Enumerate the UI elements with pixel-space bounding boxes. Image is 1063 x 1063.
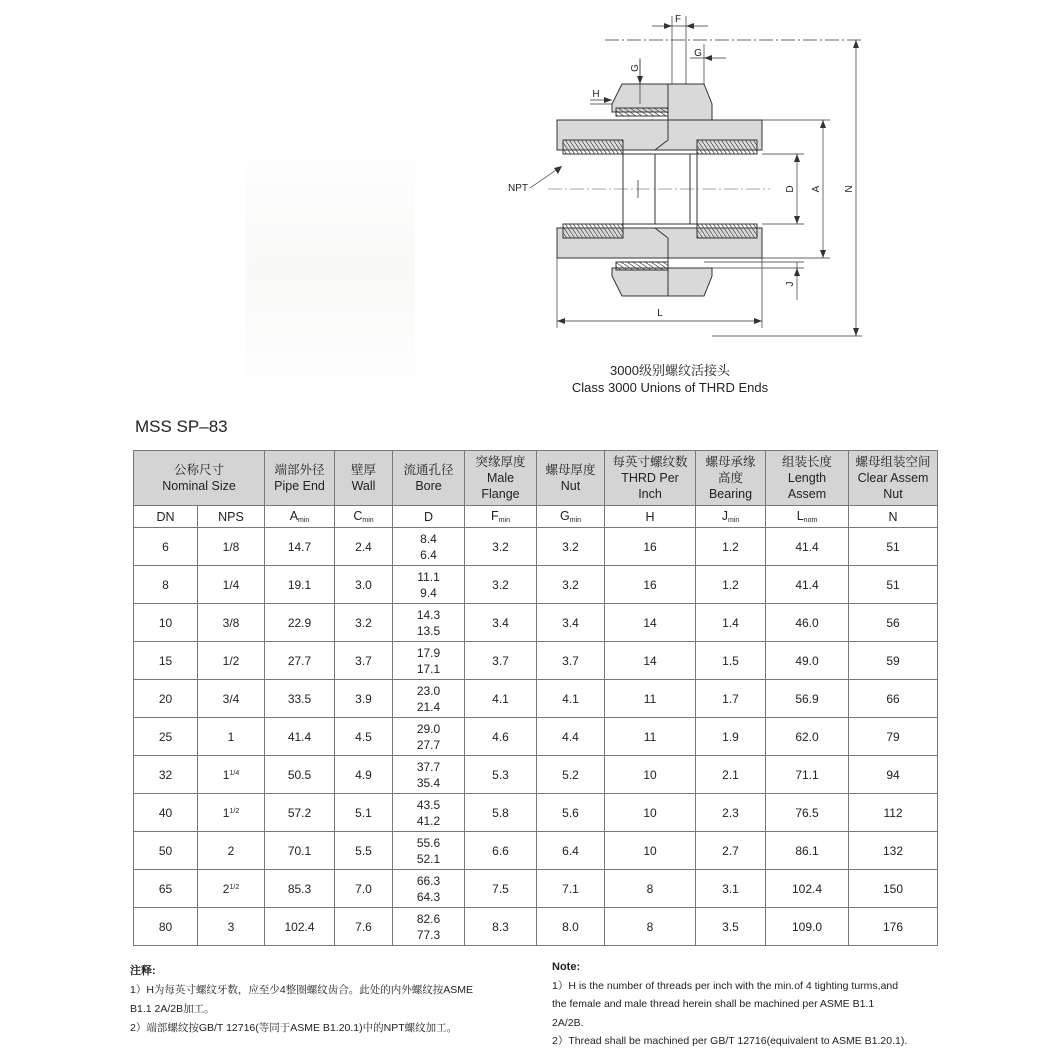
cell-f: 3.7 <box>465 642 537 680</box>
cell-j: 1.7 <box>696 680 766 718</box>
cell-a: 57.2 <box>265 794 335 832</box>
cell-j: 3.5 <box>696 908 766 946</box>
thread-left-top <box>563 140 623 154</box>
notes-english <box>552 958 947 1051</box>
cell-l: 76.5 <box>766 794 849 832</box>
caption-cn: 3000级别螺纹活接头 <box>610 363 730 378</box>
header-wall: 壁厚 Wall <box>335 451 393 506</box>
cell-f: 7.5 <box>465 870 537 908</box>
cell-f: 6.6 <box>465 832 537 870</box>
header-l-nom: $L_{nom}$ <box>766 506 849 528</box>
table-row <box>134 604 938 642</box>
cell-g: 8.0 <box>537 908 605 946</box>
cell-n: 150 <box>849 870 938 908</box>
cell-nps: 1/2 <box>198 642 265 680</box>
table-row <box>134 528 938 566</box>
cell-d: 43.5 41.2 <box>393 794 465 832</box>
cell-f: 5.8 <box>465 794 537 832</box>
cell-c: 3.7 <box>335 642 393 680</box>
cell-d: 23.0 21.4 <box>393 680 465 718</box>
cell-h: 8 <box>605 908 696 946</box>
table-row <box>134 794 938 832</box>
cell-l: 49.0 <box>766 642 849 680</box>
cell-d: 14.3 13.5 <box>393 604 465 642</box>
cell-n: 112 <box>849 794 938 832</box>
notes-en-line4: 2）Thread shall be machined per GB/T 12716(equivalent to ASME B1.20.1). <box>552 1035 908 1047</box>
cell-h: 16 <box>605 566 696 604</box>
cell-f: 3.2 <box>465 566 537 604</box>
label-n: N <box>844 185 855 193</box>
table-row <box>134 832 938 870</box>
cell-nps: $1^{1/2}$ <box>198 794 265 832</box>
cell-d: 11.1 9.4 <box>393 566 465 604</box>
notes-en-line3: 2A/2B. <box>552 1016 584 1029</box>
cell-h: 11 <box>605 680 696 718</box>
cell-d: 17.9 17.1 <box>393 642 465 680</box>
cell-dn: 50 <box>134 832 198 870</box>
cell-j: 2.7 <box>696 832 766 870</box>
header-male-flange: 突缘厚度 Male Flange <box>465 451 537 506</box>
header-length-assem: 组装长度 Length Assem <box>766 451 849 506</box>
notes-cn-title: 注释: <box>130 965 156 977</box>
cell-h: 14 <box>605 642 696 680</box>
label-g-left: G <box>630 64 641 72</box>
cell-n: 59 <box>849 642 938 680</box>
cell-h: 10 <box>605 756 696 794</box>
cell-nps: 3/8 <box>198 604 265 642</box>
cell-c: 7.0 <box>335 870 393 908</box>
cell-nps: 1/8 <box>198 528 265 566</box>
cell-f: 4.1 <box>465 680 537 718</box>
cell-j: 1.2 <box>696 528 766 566</box>
cell-l: 62.0 <box>766 718 849 756</box>
cell-g: 3.2 <box>537 528 605 566</box>
cell-l: 102.4 <box>766 870 849 908</box>
header-thrd-per-inch: 每英寸螺纹数 THRD Per Inch <box>605 451 696 506</box>
cell-nps: 2 <box>198 832 265 870</box>
table-row <box>134 756 938 794</box>
cell-l: 56.9 <box>766 680 849 718</box>
cell-d: 8.4 6.4 <box>393 528 465 566</box>
thread-right-bottom <box>697 224 757 238</box>
cell-dn: 80 <box>134 908 198 946</box>
table-row <box>134 642 938 680</box>
cell-g: 4.4 <box>537 718 605 756</box>
cell-dn: 6 <box>134 528 198 566</box>
cell-c: 3.9 <box>335 680 393 718</box>
cell-dn: 40 <box>134 794 198 832</box>
cell-nps: $1^{1/4}$ <box>198 756 265 794</box>
label-h: H <box>592 89 600 100</box>
cell-f: 5.3 <box>465 756 537 794</box>
header-d: D <box>393 506 465 528</box>
cell-l: 41.4 <box>766 528 849 566</box>
cell-n: 94 <box>849 756 938 794</box>
notes-cn-line1: 1）H为每英寸螺纹牙数，应至少4整圈螺纹齿合。此处的内外螺纹按ASME <box>130 984 474 996</box>
cell-f: 3.2 <box>465 528 537 566</box>
table-row <box>134 908 938 946</box>
cell-a: 70.1 <box>265 832 335 870</box>
cell-n: 56 <box>849 604 938 642</box>
standard-title: MSS SP–83 <box>135 417 228 436</box>
cell-c: 3.0 <box>335 566 393 604</box>
cell-g: 6.4 <box>537 832 605 870</box>
thread-right-top <box>697 140 757 154</box>
label-j: J <box>785 281 796 287</box>
cell-c: 5.1 <box>335 794 393 832</box>
cell-a: 19.1 <box>265 566 335 604</box>
header-clear-assem-nut: 螺母组装空间 Clear Assem Nut <box>849 451 938 506</box>
cell-h: 8 <box>605 870 696 908</box>
cell-nps: $2^{1/2}$ <box>198 870 265 908</box>
cell-dn: 25 <box>134 718 198 756</box>
label-d: D <box>785 185 796 193</box>
cell-j: 2.3 <box>696 794 766 832</box>
cell-g: 7.1 <box>537 870 605 908</box>
notes-en-title: Note: <box>552 961 581 973</box>
table-row <box>134 870 938 908</box>
notes-cn-line3: 2）端部螺纹按GB/T 12716(等同于ASME B1.20.1)中的NPT螺纹加工。 <box>130 1022 458 1034</box>
nut-thread-top <box>616 108 668 116</box>
cell-n: 51 <box>849 566 938 604</box>
cell-dn: 20 <box>134 680 198 718</box>
notes-cn-line2: B1.1 2A/2B加工。 <box>130 1003 215 1015</box>
cell-l: 109.0 <box>766 908 849 946</box>
cell-j: 1.5 <box>696 642 766 680</box>
cell-h: 10 <box>605 794 696 832</box>
cell-g: 3.7 <box>537 642 605 680</box>
header-j-min: $J_{min}$ <box>696 506 766 528</box>
cell-d: 37.7 35.4 <box>393 756 465 794</box>
header-bearing: 螺母承缘 高度 Bearing <box>696 451 766 506</box>
cell-f: 3.4 <box>465 604 537 642</box>
cell-n: 176 <box>849 908 938 946</box>
cell-dn: 32 <box>134 756 198 794</box>
cell-nps: 1/4 <box>198 566 265 604</box>
cell-dn: 15 <box>134 642 198 680</box>
header-nps: NPS <box>198 506 265 528</box>
label-g-top: G <box>694 48 702 59</box>
table-row <box>134 566 938 604</box>
header-row-symbols <box>134 506 938 528</box>
header-a-min: $A_{min}$ <box>265 506 335 528</box>
table-row <box>134 718 938 756</box>
cell-a: 85.3 <box>265 870 335 908</box>
label-npt: NPT <box>508 183 528 194</box>
nut-thread-bottom <box>616 262 668 270</box>
cell-a: 50.5 <box>265 756 335 794</box>
cell-g: 4.1 <box>537 680 605 718</box>
cell-c: 3.2 <box>335 604 393 642</box>
header-f-min: $F_{min}$ <box>465 506 537 528</box>
spec-table <box>133 450 938 946</box>
caption-en: Class 3000 Unions of THRD Ends <box>571 380 769 395</box>
cell-dn: 10 <box>134 604 198 642</box>
notes-en-line1: 1）H is the number of threads per inch with the min.of 4 tighting turms,and <box>552 979 899 992</box>
cell-j: 1.9 <box>696 718 766 756</box>
cell-a: 27.7 <box>265 642 335 680</box>
cell-j: 3.1 <box>696 870 766 908</box>
label-a: A <box>811 185 822 193</box>
cell-c: 7.6 <box>335 908 393 946</box>
cell-a: 41.4 <box>265 718 335 756</box>
header-h: H <box>605 506 696 528</box>
cell-l: 41.4 <box>766 566 849 604</box>
cell-g: 3.2 <box>537 566 605 604</box>
spec-table-body <box>134 528 938 946</box>
cell-a: 102.4 <box>265 908 335 946</box>
notes-chinese <box>130 962 540 1038</box>
cell-n: 66 <box>849 680 938 718</box>
cell-dn: 65 <box>134 870 198 908</box>
notes-en-line2: the female and male thread herein shall be machined per ASME B1.1 <box>552 998 875 1010</box>
cell-a: 33.5 <box>265 680 335 718</box>
cell-d: 66.3 64.3 <box>393 870 465 908</box>
header-row-main <box>134 451 938 506</box>
cell-n: 51 <box>849 528 938 566</box>
cell-f: 8.3 <box>465 908 537 946</box>
cell-h: 14 <box>605 604 696 642</box>
cell-d: 82.6 77.3 <box>393 908 465 946</box>
cell-f: 4.6 <box>465 718 537 756</box>
cell-h: 11 <box>605 718 696 756</box>
cell-n: 79 <box>849 718 938 756</box>
cell-nps: 3/4 <box>198 680 265 718</box>
cell-j: 1.4 <box>696 604 766 642</box>
header-nominal-size: 公称尺寸 Nominal Size <box>134 451 265 506</box>
label-l: L <box>657 308 663 319</box>
header-g-min: $G_{min}$ <box>537 506 605 528</box>
cell-c: 4.5 <box>335 718 393 756</box>
cell-g: 5.6 <box>537 794 605 832</box>
header-n: N <box>849 506 938 528</box>
cell-h: 16 <box>605 528 696 566</box>
cell-n: 132 <box>849 832 938 870</box>
cell-d: 55.6 52.1 <box>393 832 465 870</box>
cell-a: 22.9 <box>265 604 335 642</box>
cell-j: 1.2 <box>696 566 766 604</box>
cell-h: 10 <box>605 832 696 870</box>
label-f: F <box>674 14 682 25</box>
header-pipe-end: 端部外径 Pipe End <box>265 451 335 506</box>
header-nut: 螺母厚度 Nut <box>537 451 605 506</box>
cell-l: 46.0 <box>766 604 849 642</box>
cell-j: 2.1 <box>696 756 766 794</box>
header-bore: 流通孔径 Bore <box>393 451 465 506</box>
cell-dn: 8 <box>134 566 198 604</box>
cell-g: 5.2 <box>537 756 605 794</box>
cell-l: 71.1 <box>766 756 849 794</box>
header-c-min: $C_{min}$ <box>335 506 393 528</box>
cell-nps: 1 <box>198 718 265 756</box>
cell-l: 86.1 <box>766 832 849 870</box>
cell-d: 29.0 27.7 <box>393 718 465 756</box>
cell-g: 3.4 <box>537 604 605 642</box>
cell-nps: 3 <box>198 908 265 946</box>
nut-bottom <box>612 268 712 296</box>
cell-c: 5.5 <box>335 832 393 870</box>
header-dn: DN <box>134 506 198 528</box>
thread-left-bottom <box>563 224 623 238</box>
union-technical-drawing <box>480 8 880 353</box>
cell-c: 4.9 <box>335 756 393 794</box>
background-watermark-blur <box>245 130 415 410</box>
table-row <box>134 680 938 718</box>
cell-a: 14.7 <box>265 528 335 566</box>
cell-c: 2.4 <box>335 528 393 566</box>
